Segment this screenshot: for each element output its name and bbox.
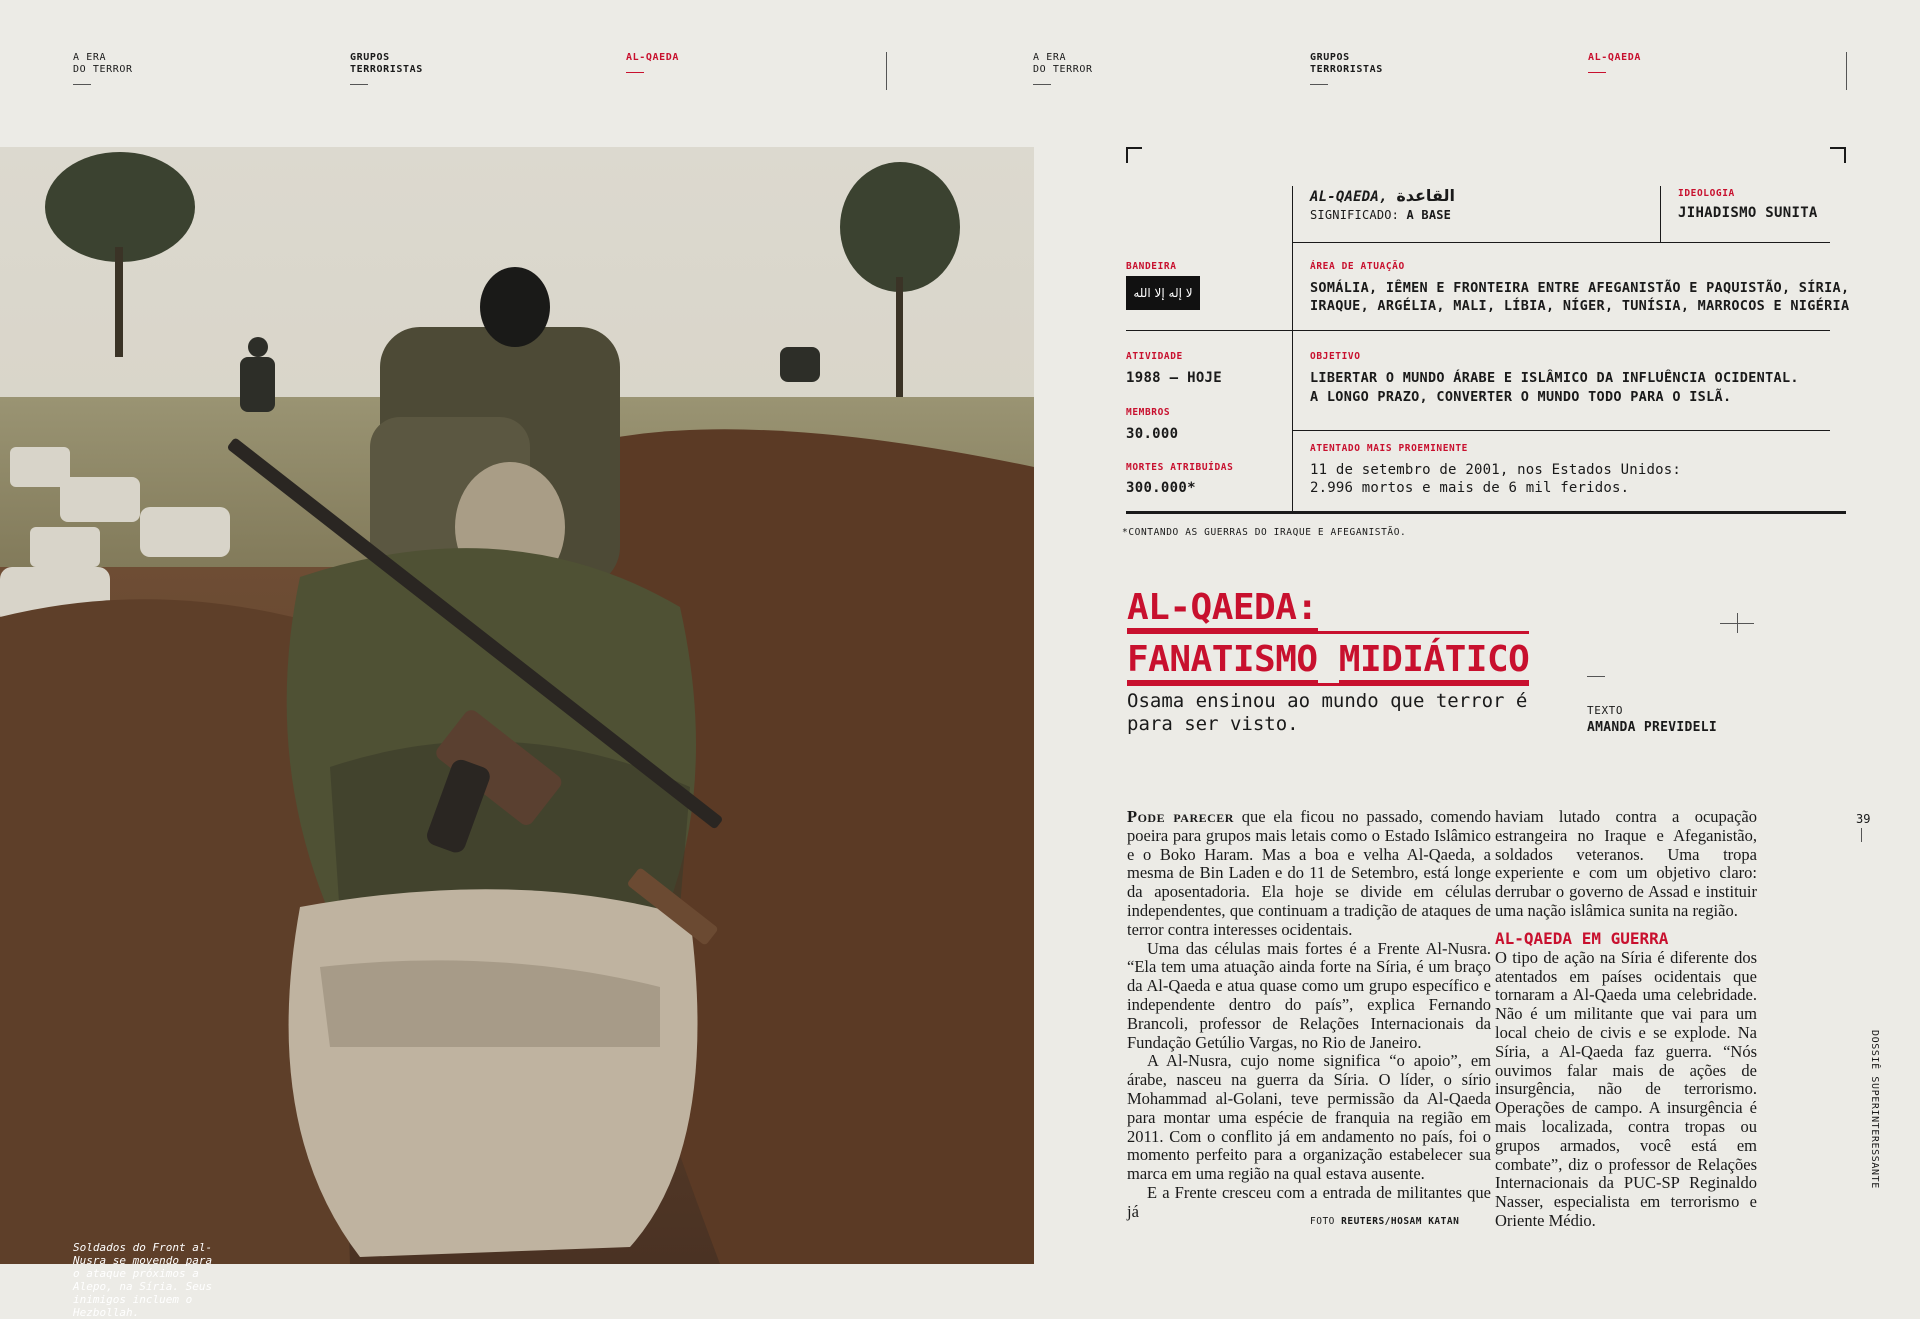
activity-label: ATIVIDADE	[1126, 351, 1183, 362]
flag-image	[1126, 276, 1200, 310]
nav-divider	[1846, 52, 1847, 90]
page-number: 39	[1856, 812, 1871, 826]
lead-in: Pode parecer	[1127, 807, 1234, 826]
area-value-line-2: IRAQUE, ARGÉLIA, MALI, LÍBIA, NÍGER, TUNÍSIA, MARROCOS E NIGÉRIA	[1310, 298, 1850, 314]
area-value-line-1: SOMÁLIA, IÊMEN E FRONTEIRA ENTRE AFEGANISTÃO E PAQUISTÃO, SÍRIA,	[1310, 280, 1850, 296]
attack-label: ATENTADO MAIS PROEMINENTE	[1310, 443, 1468, 454]
ideology-value: JIHADISMO SUNITA	[1678, 205, 1818, 221]
nav-label: DO TERROR	[1033, 64, 1093, 75]
nav-label: AL-QAEDA	[1588, 52, 1641, 63]
nav-era-do-terror-right[interactable]	[1033, 52, 1093, 85]
factbox-footnote: *CONTANDO AS GUERRAS DO IRAQUE E AFEGANISTÃO.	[1122, 527, 1407, 538]
flag-label: BANDEIRA	[1126, 261, 1177, 272]
nav-grupos-terroristas-left[interactable]	[350, 52, 423, 85]
photo-credit-name: REUTERS/HOSAM KATAN	[1341, 1216, 1460, 1227]
nav-al-qaeda-right[interactable]	[1588, 52, 1641, 73]
article-dek: Osama ensinou ao mundo que terror é para ser visto.	[1127, 690, 1528, 735]
ideology-label: IDEOLOGIA	[1678, 188, 1735, 199]
page-number-rule	[1861, 828, 1862, 842]
group-name	[1310, 186, 1455, 207]
article-paragraph: E a Frente cresceu com a entrada de militantes que já	[1127, 1182, 1491, 1221]
members-value: 30.000	[1126, 426, 1179, 442]
meaning-label: SIGNIFICADO:	[1310, 208, 1400, 222]
nav-label: GRUPOS	[1310, 52, 1350, 63]
factbox-bottom-rule	[1126, 511, 1846, 514]
factbox-column-divider	[1660, 186, 1661, 242]
publication-side-label: DOSSIÊ SUPERINTERESSANTE	[1869, 1030, 1880, 1189]
feature-photo-illustration	[0, 147, 1034, 1264]
factbox-divider	[1126, 330, 1830, 331]
deaths-label: MORTES ATRIBUÍDAS	[1126, 462, 1234, 473]
objective-value-line-1: LIBERTAR O MUNDO ÁRABE E ISLÂMICO DA INFLUÊNCIA OCIDENTAL.	[1310, 370, 1799, 386]
factbox-column-divider	[1292, 186, 1293, 512]
headline-word-midiatico: MIDIÁTICO	[1339, 640, 1530, 683]
deaths-value: 300.000*	[1126, 480, 1196, 496]
article-headline	[1127, 588, 1529, 692]
objective-value-line-2: A LONGO PRAZO, CONVERTER O MUNDO TODO PARA O ISLÃ.	[1310, 389, 1732, 405]
objective-label: OBJETIVO	[1310, 351, 1361, 362]
article-subhead: AL-QAEDA EM GUERRA	[1495, 928, 1669, 948]
article-column-2	[1495, 808, 1757, 1231]
article-paragraph: Uma das células mais fortes é a Frente Al-Nusra. “Ela tem uma atuação ainda forte na Síria, é um braço da Al-Qaeda e atua quase como um grupo específico e independente dentro do país”, explica Fernando Brancoli, professor de Relações Internacionais da Fundação Getúlio Vargas, no Rio de Janeiro.	[1127, 938, 1491, 1052]
crosshair-mark	[1737, 613, 1738, 633]
photo-credit	[1310, 1216, 1459, 1227]
nav-label: A ERA	[1033, 52, 1067, 63]
area-label: ÁREA DE ATUAÇÃO	[1310, 261, 1405, 272]
group-name-latin: AL-QAEDA,	[1310, 189, 1388, 205]
meaning-value: A BASE	[1406, 208, 1452, 222]
attack-value-line-1: 11 de setembro de 2001, nos Estados Unidos:	[1310, 462, 1682, 478]
flag-inscription: لا إله إلا الله	[1133, 286, 1193, 300]
photo-credit-label: FOTO	[1310, 1216, 1335, 1227]
byline-label: TEXTO	[1587, 704, 1624, 717]
factbox-corner	[1830, 147, 1846, 163]
nav-label: TERRORISTAS	[1310, 64, 1383, 75]
article-paragraph: A Al-Nusra, cujo nome significa “o apoio”, em árabe, nasceu na guerra da Síria. O líder, o sírio Mohammad al-Golani, teve permissão da Al-Qaeda para montar uma espécie de franquia na região em 2011. Com o conflito já em andamento no país, foi o momento perfeito para a organização estabelecer sua marca em uma região na qual estava ausente.	[1127, 1051, 1491, 1184]
nav-era-do-terror-left[interactable]	[73, 52, 133, 85]
nav-al-qaeda-left[interactable]	[626, 52, 679, 73]
factbox-corner	[1126, 147, 1142, 163]
article-paragraph: O tipo de ação na Síria é diferente dos atentados em países ocidentais que tornaram a Al-Qaeda uma celebridade. Não é um militante que vai para um local cheio de civis e se explode. Na Síria, a Al-Qaeda faz guerra. “Nós ouvimos falar mais de ações de insurgência, não de terrorismo. Operações de campo. A insurgência é mais localizada, contra tropas ou grupos armados, você está em combate”, diz o professor de Relações Internacionais da PUC-SP Reginaldo Nasser, especialista em terrorismo e Oriente Médio.	[1495, 947, 1757, 1230]
nav-divider	[886, 52, 887, 90]
members-label: MEMBROS	[1126, 407, 1171, 418]
meaning	[1310, 206, 1451, 225]
attack-value-line-2: 2.996 mortos e mais de 6 mil feridos.	[1310, 480, 1630, 496]
photo-caption: Soldados do Front al-Nusra se movendo para o ataque próximos a Alepo, na Síria. Seus inimigos incluem o Hezbollah.	[73, 1241, 213, 1319]
nav-label: AL-QAEDA	[626, 52, 679, 63]
factbox-divider	[1292, 430, 1830, 431]
factbox-divider	[1292, 242, 1830, 243]
nav-label: TERRORISTAS	[350, 64, 423, 75]
feature-photo	[0, 147, 1034, 1319]
nav-label: DO TERROR	[73, 64, 133, 75]
byline-rule	[1587, 676, 1605, 677]
article-column-1	[1127, 808, 1491, 1222]
paragraph-text: que ela ficou no passado, comendo poeira para grupos mais letais como o Estado Islâmico e o Boko Haram. Mas a boa e velha Al-Qaeda, a mesma de Bin Laden e do 11 de Setembro, está longe da aposentadoria. Ela hoje se divide em células independentes, que continuam a tradição de ataques de terror contra interesses ocidentais.	[1127, 807, 1491, 939]
nav-label: A ERA	[73, 52, 107, 63]
byline-name: AMANDA PREVIDELI	[1587, 720, 1718, 735]
headline-word-fanatismo: FANATISMO	[1127, 640, 1318, 683]
nav-grupos-terroristas-right[interactable]	[1310, 52, 1383, 85]
nav-label: GRUPOS	[350, 52, 390, 63]
article-paragraph: haviam lutado contra a ocupação estrangeira no Iraque e Afeganistão, soldados veteranos. Uma tropa experiente e com um objetivo claro: derrubar o governo de Assad e instituir uma nação islâmica sunita na região.	[1495, 807, 1757, 920]
activity-value: 1988 — HOJE	[1126, 370, 1223, 386]
headline-line-1: AL-QAEDA:	[1127, 588, 1318, 631]
group-name-arabic: القاعدة	[1396, 186, 1455, 205]
article-paragraph	[1127, 808, 1491, 940]
